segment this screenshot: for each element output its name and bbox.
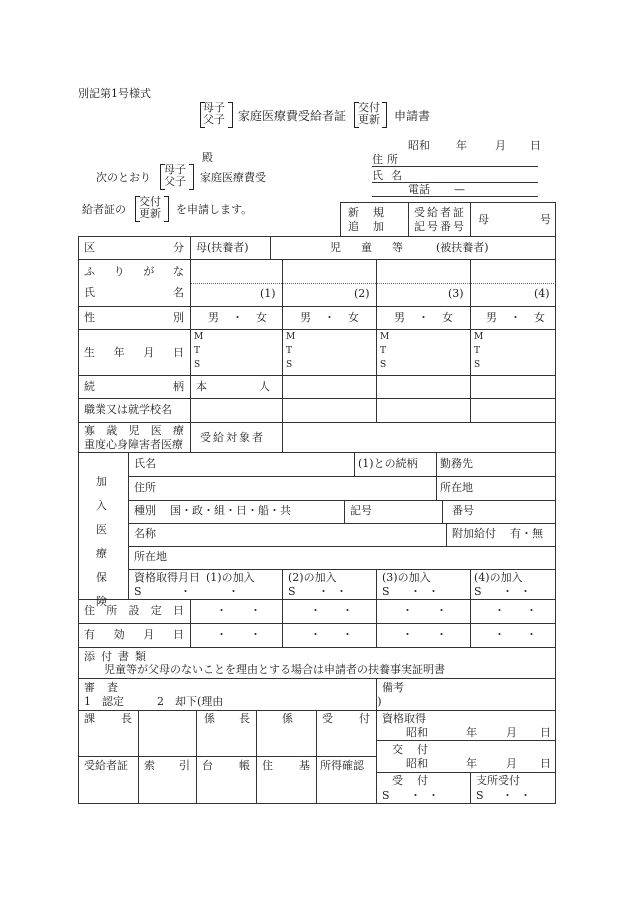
ins-org-location: 所在地 [134,550,167,563]
label-remarks: 備考 [382,681,404,694]
child-num-2: (2) [354,287,370,300]
label-review: 審査 [84,681,130,694]
intro-bracket-mother-father: 母子 父子 [164,163,186,188]
addressee: 殿 [202,151,213,164]
code-new[interactable]: 新規 [348,206,398,219]
title-bracket-issue-renew: 交付 更新 [358,101,380,126]
ins-org: 名称 [134,527,156,540]
date-month: 月 [495,139,506,152]
label-furigana: ふ り が な [84,265,184,278]
intro-bracket2-close [164,196,169,222]
title-end: 申請書 [394,109,431,123]
code-add[interactable]: 追加 [348,220,398,233]
ins-date-label: 資格取得月日 [134,571,200,584]
ins-join-4: (4)の加入 [474,571,523,584]
ins-relation: (1)との続柄 [358,457,418,470]
kofu-day: 日 [540,757,551,770]
date-year: 年 [456,139,467,152]
name-label: 氏名 [372,169,410,182]
stamp-kakaricho: 係 長 [204,712,250,725]
label-sex: 性 別 [84,311,184,324]
ins-work: 勤務先 [440,457,473,470]
stamp-juki: 住 基 [262,759,310,772]
ins-address: 住所 [134,481,156,494]
kofu-year: 年 [466,757,477,770]
title-bracket-mother-father: 母子 父子 [203,101,225,126]
ins-symbol: 記号 [350,504,372,517]
label-elder-2: 重度心身障害者医療 [84,438,183,451]
stamp-jukyu: 受給者証 [84,759,128,772]
label-attach: 添付書類 [84,650,152,663]
shikaku-month: 月 [506,726,517,739]
intro-bracket-close [189,164,194,190]
label-birth: 生 年 月 日 [84,346,184,359]
child-num-1: (1) [260,287,276,300]
ins-join-2: (2)の加入 [288,571,337,584]
shikaku-year: 年 [466,726,477,739]
ins-location: 所在地 [440,481,473,494]
label-target: 受給対象者 [200,431,265,444]
cert-label-1: 受給者証 [414,206,466,219]
label-shisho: 支所受付 [476,774,520,787]
cert-label-2: 記号番号 [414,220,466,233]
label-uketsuke2: 受付 [392,774,442,787]
stamp-shotoku: 所得確認 [320,759,364,772]
bracket-left-close [228,102,233,128]
phone-label: 電話 [408,183,430,196]
label-shikaku: 資格取得 [382,712,426,725]
label-insurance: 加入医療保険 [96,475,107,608]
stamp-uketsuke: 受 付 [322,712,370,725]
address-label: 住 所 [372,153,398,166]
label-relation: 続 柄 [84,380,184,393]
label-job: 職業又は就学校名 [84,403,172,416]
child-num-4: (4) [534,287,550,300]
code-mother: 母 [478,213,489,226]
col-mother: 母(扶養者) [196,241,249,254]
bracket-right-close [382,102,387,128]
ins-type: 種別 [134,504,156,517]
label-addr-date: 住 所 設 定 日 [84,604,184,617]
intro-bracket-issue-renew: 交付 更新 [139,195,161,220]
address-line[interactable] [372,166,538,167]
relation-self: 本人 [196,380,322,393]
label-valid: 有 効 月 日 [84,628,184,641]
stamp-sakuin: 索 引 [144,759,190,772]
intro-d: を申請します。 [176,203,253,216]
attach-note: 児童等が父母のないことを理由とする場合は申請者の扶養事実証明書 [104,663,445,676]
shikaku-day: 日 [540,726,551,739]
label-kubun: 区 分 [84,241,184,254]
intro-b: 家庭医療費受 [200,171,266,184]
date-era: 昭和 [408,139,430,152]
label-elder-1: 寡 歳 児 医 療 [84,424,184,437]
ins-number: 番号 [452,504,474,517]
title-mid: 家庭医療費受給者証 [238,109,347,123]
review-options[interactable]: 1 認定 2 却下(理由 ) [84,695,382,708]
ins-types[interactable]: 国・政・組・日・船・共 [170,504,291,517]
form-number: 別記第1号様式 [78,87,151,100]
col-children: 児童等 [330,241,423,254]
ins-yesno[interactable]: 有・無 [510,527,543,540]
kofu-month: 月 [506,757,517,770]
stamp-kacho: 課 長 [84,712,132,725]
phone-line[interactable] [372,196,538,197]
child-num-3: (3) [448,287,464,300]
stamp-kakari: 係 [282,712,293,725]
intro-c: 給者証の [82,203,126,216]
label-name: 氏 名 [84,286,184,299]
label-kofu: 交付 [392,743,442,756]
kofu-era: 昭和 [406,757,428,770]
intro-a: 次のとおり [96,171,151,184]
ins-join-3: (3)の加入 [382,571,431,584]
stamp-daicho: 台 帳 [202,759,250,772]
ins-join-1: (1)の加入 [206,571,255,584]
ins-name: 氏名 [134,457,156,470]
col-children-note: (被扶養者) [436,241,489,254]
shikaku-era: 昭和 [406,726,428,739]
phone-dash: — [454,183,465,196]
code-number: 号 [540,213,551,226]
ins-extra: 附加給付 [452,527,496,540]
date-day: 日 [530,139,541,152]
